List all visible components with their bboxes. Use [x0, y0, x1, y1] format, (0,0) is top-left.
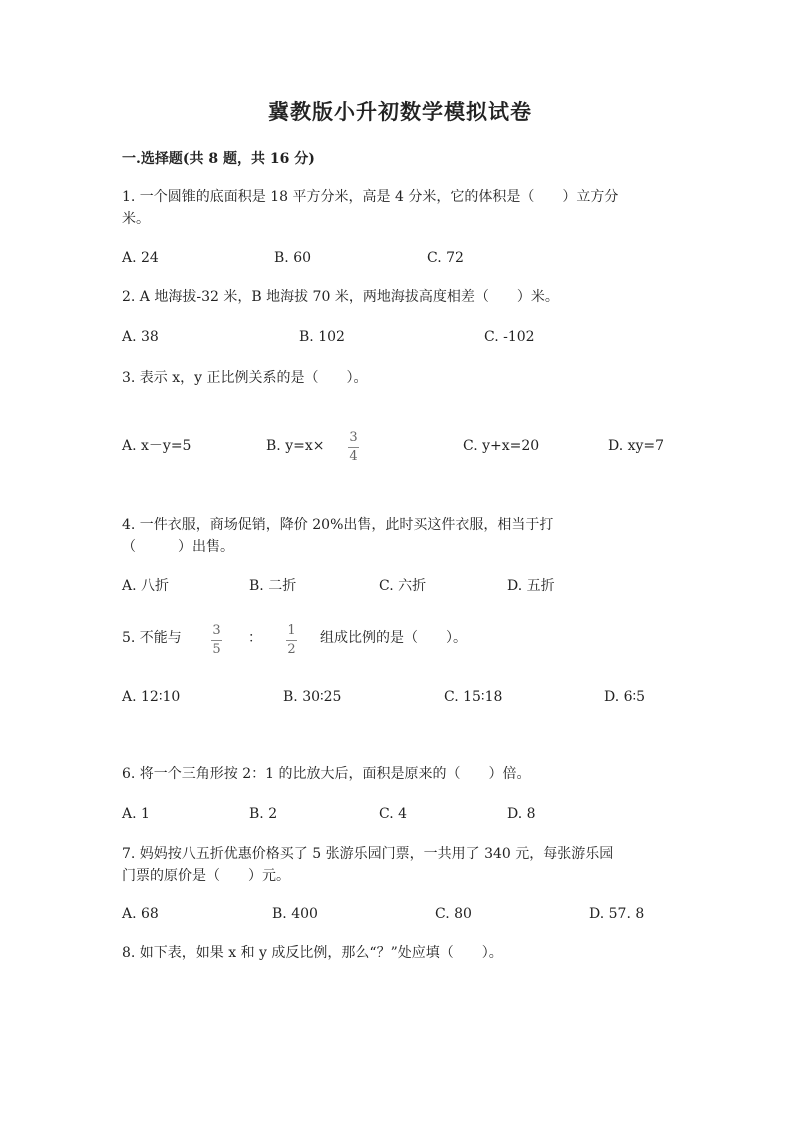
question-7-line-2: 门票的原价是（ ）元。 [122, 868, 290, 884]
question-5-options [122, 686, 682, 708]
q2-option-c[interactable]: C. -102 [484, 329, 535, 345]
q1-option-b[interactable]: B. 60 [274, 250, 312, 266]
question-5-suffix: 组成比例的是（ ）。 [320, 630, 467, 646]
q7-option-a[interactable]: A. 68 [122, 906, 159, 922]
section-heading: 一.选择题(共 8 题，共 16 分) [122, 151, 315, 167]
q1-option-c[interactable]: C. 72 [427, 250, 464, 266]
q1-option-a[interactable]: A. 24 [122, 250, 159, 266]
q5-fraction-2-numerator: 1 [287, 623, 296, 638]
q3-option-b[interactable]: B. y=x× [266, 438, 325, 454]
q5-option-c[interactable]: C. 15∶18 [444, 689, 503, 705]
q6-option-c[interactable]: C. 4 [379, 806, 408, 822]
question-2 [122, 286, 682, 308]
q3-fraction-denominator: 4 [349, 449, 358, 464]
q5-fraction-1-bar [211, 640, 222, 641]
q5-fraction-1-numerator: 3 [212, 623, 221, 638]
question-3 [122, 367, 682, 389]
q6-option-a[interactable]: A. 1 [122, 806, 150, 822]
q5-option-b[interactable]: B. 30∶25 [283, 689, 342, 705]
question-2-options [122, 326, 682, 348]
q5-fraction-1 [211, 624, 222, 657]
question-2-line-1: 2. A 地海拔-32 米，B 地海拔 70 米，两地海拔高度相差（ ）米。 [122, 289, 559, 305]
q2-option-a[interactable]: A. 38 [122, 329, 159, 345]
question-3-line-1: 3. 表示 x，y 正比例关系的是（ ）。 [122, 370, 368, 386]
question-4-line-1: 4. 一件衣服，商场促销，降价 20%出售，此时买这件衣服，相当于打 [122, 517, 554, 533]
q6-option-d[interactable]: D. 8 [507, 806, 536, 822]
q2-option-b[interactable]: B. 102 [299, 329, 345, 345]
page-title: 冀教版小升初数学模拟试卷 [268, 99, 532, 124]
q5-fraction-2-denominator: 2 [287, 642, 296, 657]
q4-option-a[interactable]: A. 八折 [122, 578, 170, 594]
q5-ratio-colon: ： [248, 630, 262, 646]
question-8 [122, 942, 682, 964]
question-1-line-2: 米。 [122, 211, 150, 227]
q3-option-d[interactable]: D. xy=7 [608, 438, 665, 454]
q7-option-c[interactable]: C. 80 [435, 906, 472, 922]
q3-option-c[interactable]: C. y+x=20 [463, 438, 540, 454]
question-6-line-1: 6. 将一个三角形按 2：1 的比放大后，面积是原来的（ ）倍。 [122, 766, 531, 782]
q4-option-b[interactable]: B. 二折 [249, 578, 297, 594]
question-1 [122, 186, 682, 230]
q5-option-d[interactable]: D. 6∶5 [604, 689, 646, 705]
question-6 [122, 763, 682, 785]
q7-option-d[interactable]: D. 57. 8 [589, 906, 645, 922]
question-4-line-2: （ ）出售。 [122, 539, 234, 555]
question-5-prefix: 5. 不能与 [122, 630, 182, 646]
q5-option-a[interactable]: A. 12∶10 [122, 689, 181, 705]
q3-option-a[interactable]: A. x－y=5 [122, 438, 192, 454]
question-1-line-1: 1. 一个圆锥的底面积是 18 平方分米，高是 4 分米，它的体积是（ ）立方分 [122, 189, 619, 205]
question-7-line-1: 7. 妈妈按八五折优惠价格买了 5 张游乐园门票，一共用了 340 元，每张游乐园 [122, 846, 614, 862]
question-4 [122, 514, 682, 558]
q4-option-d[interactable]: D. 五折 [507, 578, 555, 594]
q3-fraction-bar [348, 447, 359, 448]
q6-option-b[interactable]: B. 2 [249, 806, 278, 822]
question-1-options [122, 247, 682, 269]
q3-fraction-numerator: 3 [349, 430, 358, 445]
question-7-options [122, 903, 682, 925]
q5-fraction-1-denominator: 5 [212, 642, 221, 657]
q5-fraction-2-bar [286, 640, 297, 641]
question-7 [122, 843, 682, 887]
question-6-options [122, 803, 682, 825]
q4-option-c[interactable]: C. 六折 [379, 578, 427, 594]
q7-option-b[interactable]: B. 400 [272, 906, 318, 922]
question-8-line-1: 8. 如下表，如果 x 和 y 成反比例，那么“？”处应填（ ）。 [122, 945, 503, 961]
question-5 [122, 623, 682, 663]
question-3-options [122, 430, 682, 464]
q5-fraction-2 [286, 624, 297, 657]
q3-fraction [348, 431, 359, 464]
question-4-options [122, 575, 682, 597]
